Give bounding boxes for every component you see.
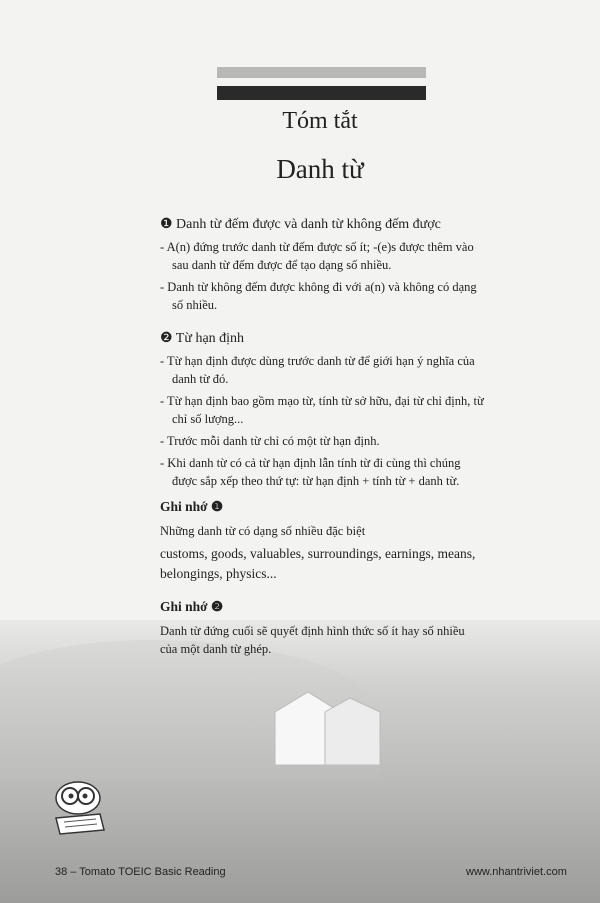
footer-website: www.nhantriviet.com bbox=[466, 866, 567, 878]
page-topic: Danh từ bbox=[276, 154, 364, 184]
page-heading: Tóm tắt bbox=[282, 108, 358, 134]
note1-text: Những danh từ có dạng số nhiều đặc biệt bbox=[160, 524, 366, 538]
note2-title: Ghi nhớ ❷ bbox=[160, 599, 224, 614]
note2-text: Danh từ đứng cuối sẽ quyết định hình thức số ít hay số nhiều của một danh từ ghép. bbox=[160, 624, 465, 656]
section2-item: - Trước mỗi danh từ chỉ có một từ hạn định. bbox=[160, 434, 380, 448]
note1-title: Ghi nhớ ❶ bbox=[160, 499, 224, 514]
header-bar-dark bbox=[217, 86, 426, 100]
summary-content bbox=[160, 216, 485, 662]
note1-examples: customs, goods, valuables, surroundings, earnings, means, belongings, physics... bbox=[160, 546, 476, 581]
section2-item: - Từ hạn định bao gồm mạo từ, tính từ sở hữu, đại từ chỉ định, từ chỉ số lượng... bbox=[160, 394, 484, 426]
mascot-icon bbox=[48, 778, 108, 838]
section2-item: - Từ hạn định được dùng trước danh từ để giới hạn ý nghĩa của danh từ đó. bbox=[160, 354, 475, 386]
section1-title: ❶ Danh từ đếm được và danh từ không đếm được bbox=[160, 217, 441, 232]
section1-item: - Danh từ không đếm được không đi với a(n) và không có dạng số nhiều. bbox=[160, 280, 477, 312]
header-bar-light bbox=[217, 67, 426, 78]
section2-item: - Khi danh từ có cả từ hạn định lẫn tính từ đi cùng thì chúng được sắp xếp theo thứ tự: từ hạn định + tính từ + danh từ. bbox=[160, 456, 461, 488]
footer-page-label: 38 – Tomato TOEIC Basic Reading bbox=[55, 866, 226, 878]
section1-item: - A(n) đứng trước danh từ đếm được số ít; -(e)s được thêm vào sau danh từ đếm được để tạo dạng số nhiều. bbox=[160, 240, 474, 272]
section2-title: ❷ Từ hạn định bbox=[160, 331, 245, 346]
house-illustration bbox=[270, 690, 390, 765]
